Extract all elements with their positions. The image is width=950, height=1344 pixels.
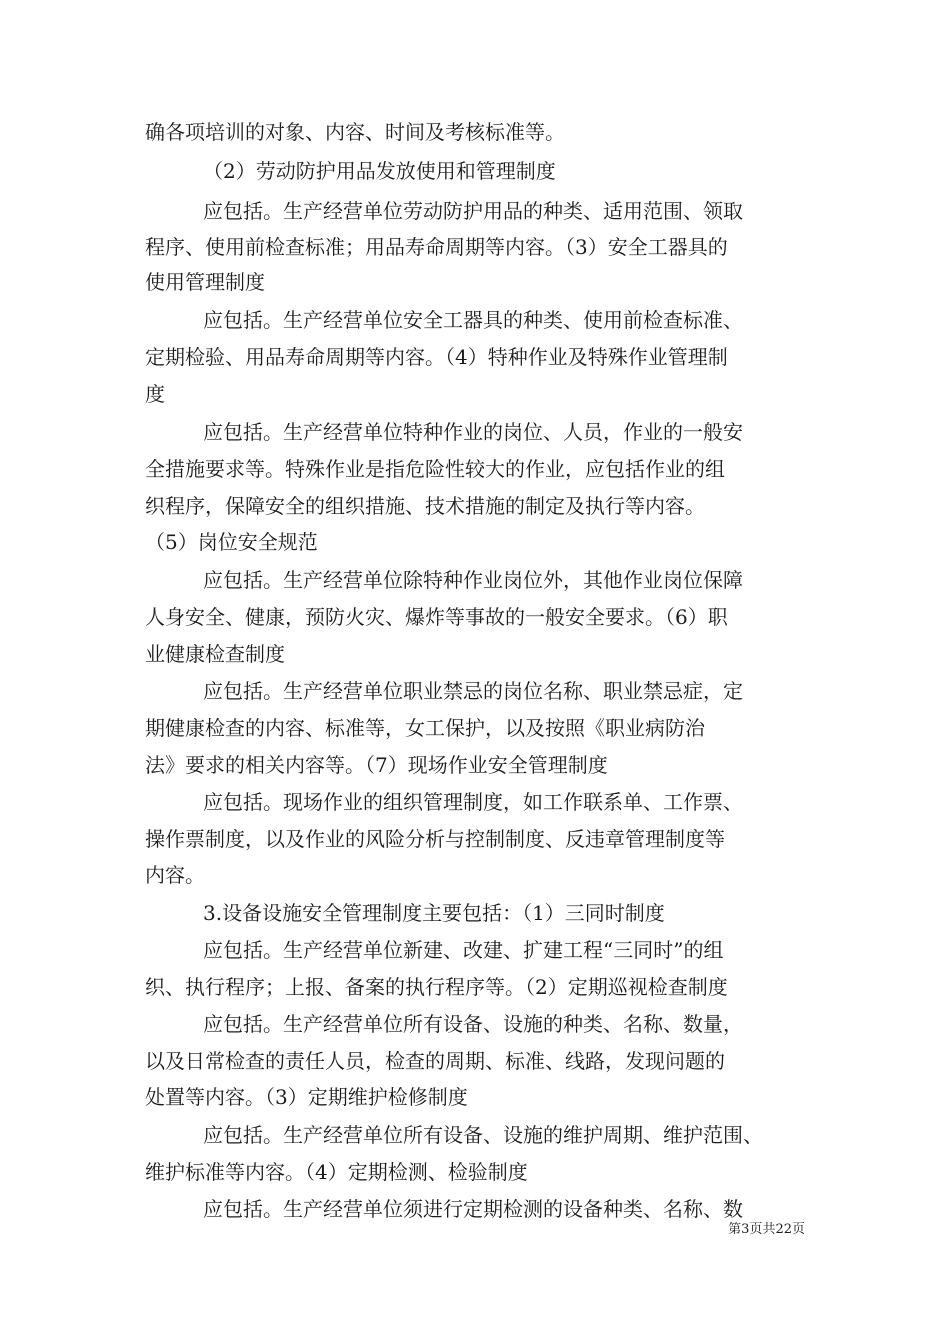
section-heading: （5）岗位安全规范 [145,530,318,554]
body-line: 内容。 [145,863,205,887]
body-line: 应包括。生产经营单位除特种作业岗位外，其他作业岗位保障 [203,568,743,592]
body-line: 应包括。生产经营单位职业禁忌的岗位名称、职业禁忌症，定 [203,679,743,703]
body-line: 应包括。生产经营单位所有设备、设施的种类、名称、数量， [203,1012,743,1036]
body-line: 应包括。生产经营单位所有设备、设施的维护周期、维护范围、 [203,1123,763,1147]
body-line: 度 [145,382,165,406]
body-line: 应包括。生产经营单位新建、改建、扩建工程“三同时”的组 [203,938,724,962]
body-line: 操作票制度，以及作业的风险分析与控制制度、反违章管理制度等 [145,827,725,851]
body-line: 应包括。生产经营单位特种作业的岗位、人员，作业的一般安 [203,420,743,444]
body-line: 人身安全、健康，预防火灾、爆炸等事故的一般安全要求。（6）职 [145,605,728,629]
page-number-footer: 第3页共22页 [728,1222,805,1237]
body-line: 程序、使用前检查标准；用品寿命周期等内容。（3）安全工器具的 [145,235,728,259]
body-line: 定期检验、用品寿命周期等内容。（4）特种作业及特殊作业管理制 [145,345,728,369]
body-line: 使用管理制度 [145,270,265,294]
body-line: 应包括。现场作业的组织管理制度，如工作联系单、工作票、 [203,790,743,814]
body-line: 以及日常检查的责任人员，检查的周期、标准、线路，发现问题的 [145,1049,725,1073]
section-heading: （2）劳动防护用品发放使用和管理制度 [203,159,556,183]
body-line: 应包括。生产经营单位安全工器具的种类、使用前检查标准、 [203,308,743,332]
body-line: 确各项培训的对象、内容、时间及考核标准等。 [145,120,565,144]
body-line: 织、执行程序；上报、备案的执行程序等。（2）定期巡视检查制度 [145,975,728,999]
body-line: 织程序，保障安全的组织措施、技术措施的制定及执行等内容。 [145,494,705,518]
section-heading: 3.设备设施安全管理制度主要包括：（1）三同时制度 [203,901,665,925]
body-line: 业健康检查制度 [145,642,285,666]
body-line: 应包括。生产经营单位劳动防护用品的种类、适用范围、领取 [203,199,743,223]
body-line: 维护标准等内容。（4）定期检测、检验制度 [145,1160,528,1184]
body-line: 期健康检查的内容、标准等，女工保护，以及按照《职业病防治 [145,716,705,740]
body-line: 处置等内容。（3）定期维护检修制度 [145,1085,468,1109]
body-line: 全措施要求等。特殊作业是指危险性较大的作业，应包括作业的组 [145,457,725,481]
body-line: 应包括。生产经营单位须进行定期检测的设备种类、名称、数 [203,1197,743,1221]
body-line: 法》要求的相关内容等。（7）现场作业安全管理制度 [145,753,608,777]
